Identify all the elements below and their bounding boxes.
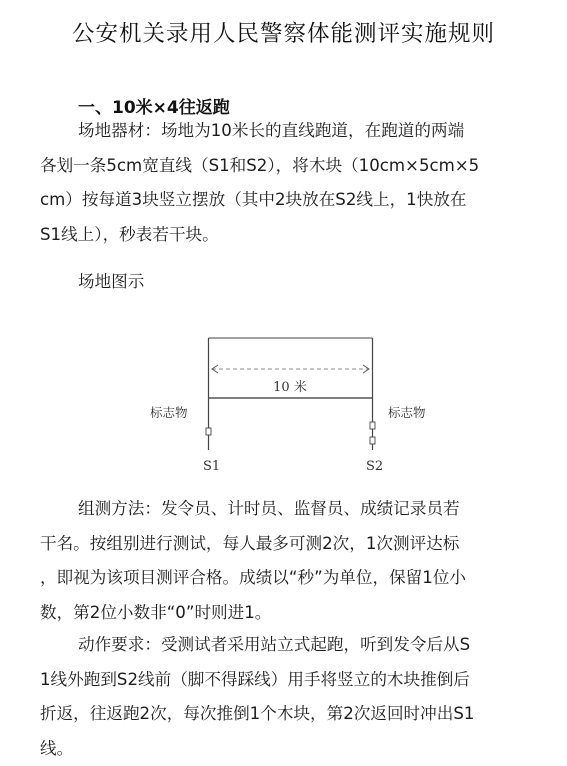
venue-line: S1线上），秒表若干块。	[40, 224, 219, 244]
method-line: 数，第2位小数非“0”时则进1。	[40, 602, 272, 622]
s1-label: S1	[203, 459, 221, 474]
action-line: 1线外跑到S2线前（脚不得踩线）用手将竖立的木块推倒后	[40, 669, 470, 689]
document-title: 公安机关录用人民警察体能测评实施规则	[71, 21, 495, 47]
right-marker-label: 标志物	[388, 405, 426, 420]
action-line: 线。	[40, 738, 74, 758]
wood-block-icon	[206, 428, 211, 435]
section-heading: 一、10米×4往返跑	[78, 98, 230, 118]
venue-diagram	[140, 328, 430, 478]
venue-paragraph	[40, 114, 540, 252]
figure-caption: 场地图示	[78, 272, 145, 291]
wood-block-icon	[370, 437, 375, 444]
venue-line: 场地器材：场地为10米长的直线跑道，在跑道的两端	[78, 121, 465, 140]
distance-label: 10 米	[273, 380, 307, 395]
action-line: 动作要求：受测试者采用站立式起跑，听到发令后从S	[78, 635, 471, 654]
s2-label: S2	[366, 459, 384, 474]
venue-line: 各划一条5cm宽直线（S1和S2），将木块（10cm×5cm×5	[40, 155, 480, 175]
method-line: 组测方法：发令员、计时员、监督员、成绩记录员若	[78, 499, 460, 518]
action-line: 折返，往返跑2次，每次推倒1个木块，第2次返回时冲出S1	[40, 704, 475, 724]
method-paragraph	[40, 492, 540, 630]
left-marker-label: 标志物	[150, 405, 188, 420]
action-paragraph	[40, 628, 540, 766]
venue-line: cm）按每道3块竖立摆放（其中2块放在S2线上，1快放在	[40, 190, 467, 210]
method-line: 干名。按组别进行测试，每人最多可测2次，1次测评达标	[40, 533, 460, 553]
wood-block-icon	[370, 422, 375, 429]
method-line: ，即视为该项目测评合格。成绩以“秒”为单位，保留1位小	[40, 568, 466, 588]
